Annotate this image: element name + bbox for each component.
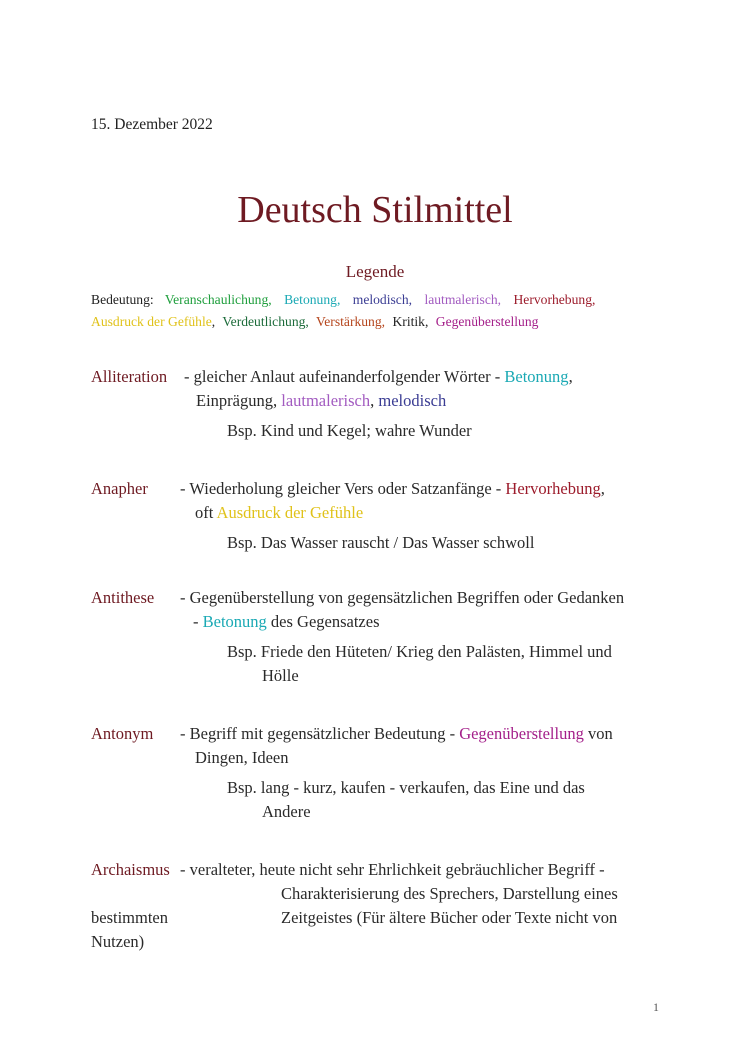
antonym-example-line-1: Bsp. lang - kurz, kaufen - verkaufen, das Eine und das	[227, 778, 585, 797]
archaismus-definition-line-4: Nutzen)	[91, 932, 145, 951]
term-alliteration: Alliteration	[91, 367, 168, 386]
anapher-definition-line-1: - Wiederholung gleicher Vers oder Satzanfänge - Hervorhebung,	[180, 479, 605, 498]
legend-item-melodisch: melodisch,	[352, 292, 413, 307]
page-number: 1	[653, 1000, 659, 1014]
legend-comma: ,	[211, 314, 216, 329]
legend-item-gegenueberstellung: Gegenüberstellung	[435, 314, 539, 329]
antonym-example-line-2: Andere	[262, 802, 311, 821]
legend-label: Bedeutung:	[91, 292, 154, 307]
anapher-example: Bsp. Das Wasser rauscht / Das Wasser schwoll	[227, 533, 535, 552]
page-title: Deutsch Stilmittel	[237, 189, 513, 231]
legend-item-lautmalerisch: lautmalerisch,	[424, 292, 502, 307]
alliteration-example: Bsp. Kind und Kegel; wahre Wunder	[227, 421, 472, 440]
archaismus-definition-line-3: Zeitgeistes (Für ältere Bücher oder Texte nicht von	[281, 908, 618, 927]
term-archaismus: Archaismus	[91, 860, 170, 879]
document-date: 15. Dezember 2022	[91, 116, 213, 133]
keyword-betonung: Betonung	[202, 612, 267, 631]
anapher-definition-line-2: oft Ausdruck der Gefühle	[195, 503, 364, 522]
archaismus-definition-line-3-left: bestimmten	[91, 908, 168, 927]
keyword-betonung: Betonung	[504, 367, 569, 386]
legend-line-1	[91, 292, 599, 308]
antithese-definition-line-1: - Gegenüberstellung von gegensätzlichen Begriffen oder Gedanken	[180, 588, 625, 607]
legend-item-kritik: Kritik,	[392, 314, 429, 329]
keyword-hervorhebung: Hervorhebung	[505, 479, 601, 498]
antithese-definition-line-2: - Betonung des Gegensatzes	[193, 612, 380, 631]
legend-item-verstaerkung: Verstärkung,	[315, 314, 386, 329]
antonym-definition-line-2: Dingen, Ideen	[195, 748, 289, 767]
legend-item-hervorhebung: Hervorhebung,	[513, 292, 596, 307]
legend-line-2	[91, 314, 542, 330]
legend-item-ausdruck: Ausdruck der Gefühle	[91, 314, 212, 329]
alliteration-definition-line-2: Einprägung, lautmalerisch, melodisch	[196, 391, 447, 410]
legend-item-betonung: Betonung,	[284, 292, 341, 307]
legend-item-veranschaulichung: Veranschaulichung,	[164, 292, 272, 307]
antonym-definition-line-1: - Begriff mit gegensätzlicher Bedeutung - Gegenüberstellung von	[180, 724, 613, 743]
keyword-ausdruck-der-gefuehle: Ausdruck der Gefühle	[216, 503, 364, 522]
antithese-example-line-2: Hölle	[262, 666, 299, 685]
archaismus-definition-line-1: - veralteter, heute nicht sehr Ehrlichkeit gebräuchlicher Begriff -	[180, 860, 605, 879]
term-anapher: Anapher	[91, 479, 148, 498]
legend-heading: Legende	[345, 262, 405, 281]
keyword-lautmalerisch: lautmalerisch	[281, 391, 371, 410]
legend-item-verdeutlichung: Verdeutlichung,	[222, 314, 309, 329]
archaismus-definition-line-2: Charakterisierung des Sprechers, Darstellung eines	[281, 884, 618, 903]
keyword-gegenueberstellung: Gegenüberstellung	[459, 724, 584, 743]
alliteration-definition-line-1: - gleicher Anlaut aufeinanderfolgender Wörter - Betonung,	[184, 367, 573, 386]
term-antonym: Antonym	[91, 724, 154, 743]
antithese-example-line-1: Bsp. Friede den Hüteten/ Krieg den Palästen, Himmel und	[227, 642, 612, 661]
term-antithese: Antithese	[91, 588, 155, 607]
keyword-melodisch: melodisch	[378, 391, 447, 410]
